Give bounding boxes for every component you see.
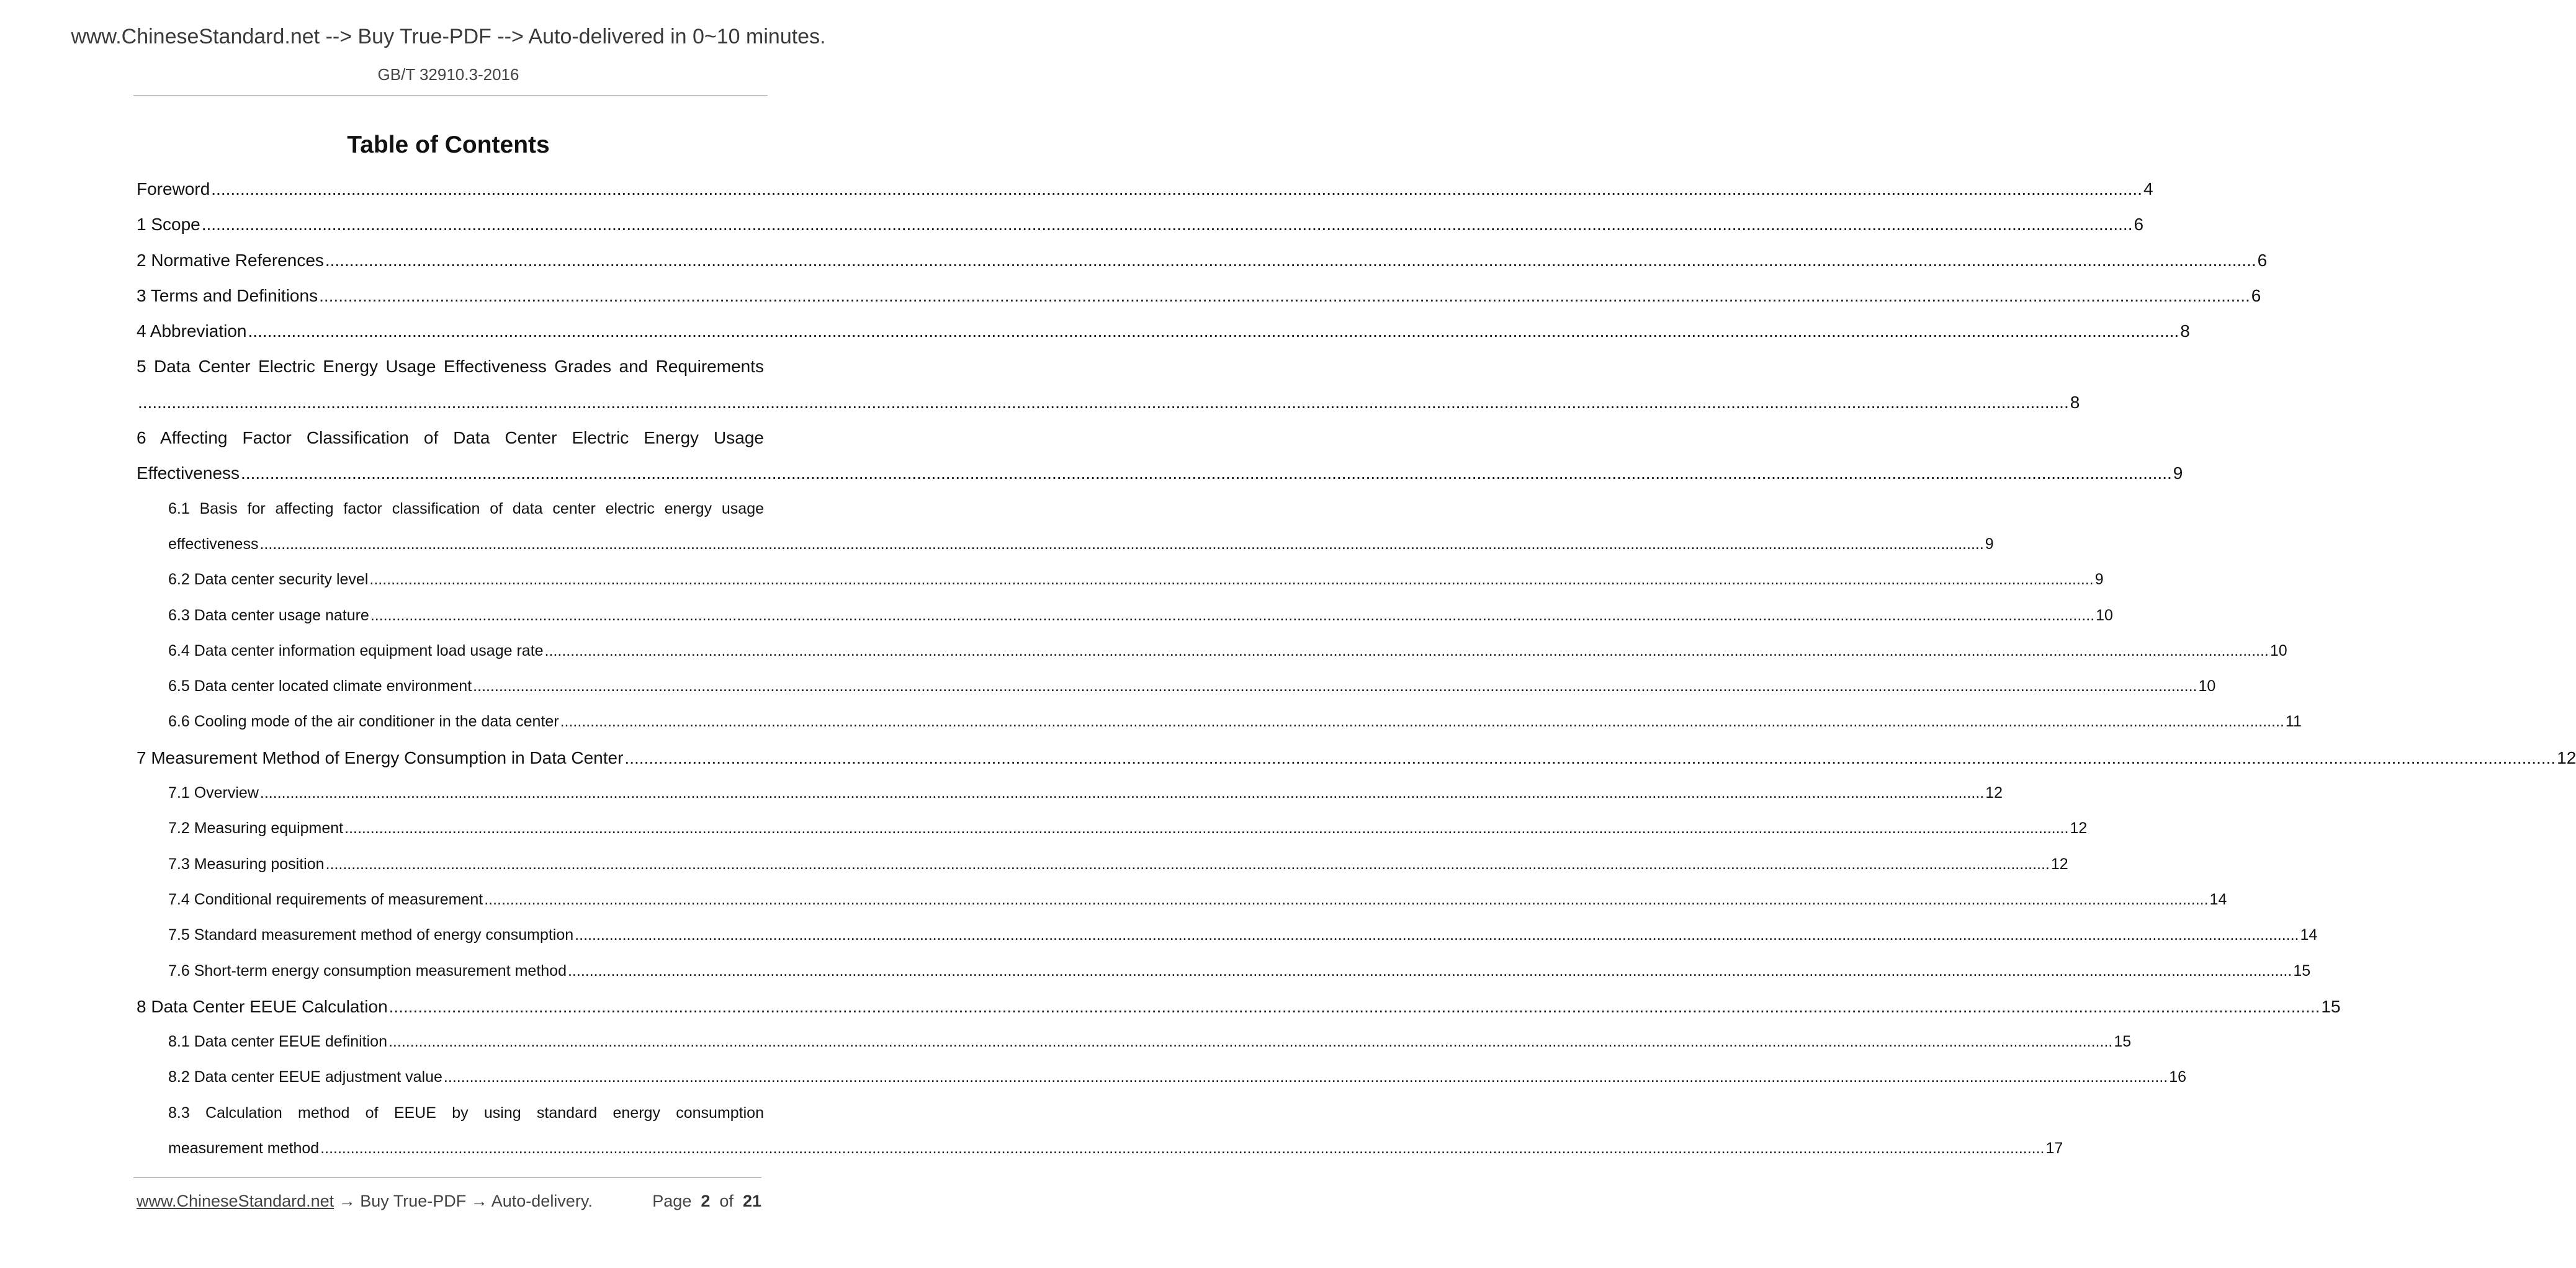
header-divider — [133, 95, 768, 96]
toc-entry[interactable] — [137, 1131, 2063, 1166]
toc-entry[interactable] — [137, 278, 2261, 313]
toc-entry[interactable] — [137, 669, 2216, 704]
toc-entry-page: 11 — [2285, 713, 2302, 731]
toc-entry-page: 12 — [2557, 748, 2576, 767]
toc-entry-page: 10 — [2269, 641, 2287, 659]
toc-leader-dots: ................................................................................................................................................................................................................................................................................................................................................................................................................ — [320, 1140, 2045, 1158]
of-label: of — [719, 1192, 734, 1210]
toc-entry[interactable] — [137, 918, 2318, 953]
toc-entry-page: 16 — [2169, 1068, 2187, 1086]
toc-entry-label: 3 Terms and Definitions — [137, 285, 318, 305]
toc-leader-dots: ................................................................................................................................................................................................................................................................................................................................................................................................................ — [325, 250, 2256, 270]
toc-entry[interactable] — [137, 1024, 2132, 1060]
toc-entry-label: 6.6 Cooling mode of the air conditioner in the data center — [168, 713, 559, 731]
toc-entry-page: 10 — [2198, 677, 2216, 695]
toc-entry-page: 12 — [2050, 855, 2068, 873]
toc-entry[interactable] — [137, 527, 1994, 562]
toc-entry-page: 4 — [2143, 179, 2153, 199]
toc-entry-line[interactable] — [137, 491, 764, 527]
toc-leader-dots: ................................................................................................................................................................................................................................................................................................................................................................................................................ — [567, 962, 2292, 980]
toc-entry-label: 7.4 Conditional requirements of measurement — [168, 890, 483, 908]
total-pages: 21 — [742, 1192, 761, 1210]
toc-entry-label: 7.3 Measuring position — [168, 855, 325, 873]
footer-divider — [133, 1177, 761, 1178]
standard-code: GB/T 32910.3-2016 — [377, 65, 519, 84]
toc-entry[interactable] — [137, 455, 2183, 491]
toc-entry-label: 6.1 Basis for affecting factor classification of data center electric energy usage — [168, 499, 764, 517]
toc-leader-dots: ................................................................................................................................................................................................................................................................................................................................................................................................................ — [319, 285, 2250, 305]
toc-entry-page: 8 — [2070, 392, 2080, 412]
toc-entry-label: Effectiveness — [137, 463, 240, 483]
page-label: Page — [652, 1192, 692, 1210]
toc-entry-label: 7.6 Short-term energy consumption measurement method — [168, 962, 567, 980]
toc-entry[interactable] — [137, 811, 2088, 846]
toc-entry-label: 8 Data Center EEUE Calculation — [137, 996, 388, 1016]
footer-left — [137, 1192, 593, 1211]
toc-entry-label: 4 Abbreviation — [137, 321, 247, 341]
toc-entry-page: 17 — [2045, 1140, 2063, 1158]
page-footer — [137, 1192, 761, 1211]
toc-leader-dots: ................................................................................................................................................................................................................................................................................................................................................................................................................ — [211, 179, 2142, 199]
toc-entry-page: 6 — [2257, 250, 2268, 270]
toc-entry[interactable] — [137, 562, 2104, 597]
toc-entry[interactable] — [137, 989, 2341, 1024]
toc-entry-label: 6.4 Data center information equipment load usage rate — [168, 641, 544, 659]
toc-leader-dots: ................................................................................................................................................................................................................................................................................................................................................................................................................ — [344, 819, 2069, 837]
table-of-contents — [137, 171, 2576, 1166]
toc-leader-dots: ................................................................................................................................................................................................................................................................................................................................................................................................................ — [259, 784, 1985, 802]
current-page: 2 — [701, 1192, 711, 1210]
toc-leader-dots: ................................................................................................................................................................................................................................................................................................................................................................................................................ — [201, 215, 2133, 234]
toc-entry-label: 7.5 Standard measurement method of energy consumption — [168, 926, 574, 944]
toc-entry[interactable] — [137, 243, 2268, 278]
toc-entry-page: 6 — [2134, 215, 2144, 234]
toc-entry-label: 8.2 Data center EEUE adjustment value — [168, 1068, 442, 1086]
toc-entry-label: 1 Scope — [137, 215, 200, 234]
toc-leader-dots: ................................................................................................................................................................................................................................................................................................................................................................................................................ — [575, 926, 2299, 944]
toc-entry-label: 6.2 Data center security level — [168, 571, 369, 589]
toc-entry-page: 10 — [2096, 606, 2113, 624]
toc-entry[interactable] — [137, 313, 2190, 349]
toc-entry-line[interactable] — [137, 1096, 764, 1131]
toc-entry[interactable] — [137, 740, 2576, 775]
page-title: Table of Contents — [347, 132, 550, 158]
toc-entry-page: 15 — [2114, 1033, 2132, 1051]
top-banner: www.ChineseStandard.net --> Buy True-PDF --> Auto-delivered in 0~10 minutes. — [71, 25, 826, 48]
toc-leader-dots: ................................................................................................................................................................................................................................................................................................................................................................................................................ — [138, 392, 2069, 412]
toc-entry-line[interactable] — [137, 349, 764, 384]
toc-entry-label: 8.1 Data center EEUE definition — [168, 1033, 387, 1051]
toc-entry-page: 14 — [2300, 926, 2318, 944]
toc-leader-dots: ................................................................................................................................................................................................................................................................................................................................................................................................................ — [544, 641, 2269, 659]
toc-leader-dots: ................................................................................................................................................................................................................................................................................................................................................................................................................ — [325, 855, 2050, 873]
toc-entry-label: measurement method — [168, 1140, 320, 1158]
toc-entry-label: 2 Normative References — [137, 250, 324, 270]
toc-entry-page: 15 — [2293, 962, 2311, 980]
toc-entry-page: 9 — [2094, 571, 2104, 589]
footer-text: → Buy True-PDF → Auto-delivery. — [334, 1192, 593, 1210]
toc-entry[interactable] — [137, 704, 2302, 739]
toc-entry-page: 15 — [2321, 996, 2341, 1016]
toc-entry-label: 5 Data Center Electric Energy Usage Effectiveness Grades and Requirements — [137, 357, 764, 377]
toc-entry-page: 14 — [2209, 890, 2227, 908]
toc-entry-label: 6 Affecting Factor Classification of Data Center Electric Energy Usage — [137, 428, 764, 448]
toc-entry[interactable] — [137, 598, 2113, 633]
toc-entry[interactable] — [137, 847, 2068, 882]
toc-entry[interactable] — [137, 953, 2311, 989]
toc-leader-dots: ................................................................................................................................................................................................................................................................................................................................................................................................................ — [484, 890, 2209, 908]
toc-entry-page: 12 — [2070, 819, 2088, 837]
toc-entry[interactable] — [137, 207, 2144, 242]
toc-entry-page: 9 — [2173, 463, 2183, 483]
toc-leader-dots: ................................................................................................................................................................................................................................................................................................................................................................................................................ — [370, 606, 2095, 624]
toc-leader-dots: ................................................................................................................................................................................................................................................................................................................................................................................................................ — [369, 571, 2094, 589]
toc-entry-label: 7.1 Overview — [168, 784, 259, 802]
toc-entry-page: 6 — [2251, 285, 2261, 305]
toc-leader-dots: ................................................................................................................................................................................................................................................................................................................................................................................................................ — [248, 321, 2179, 341]
toc-leader-dots: ................................................................................................................................................................................................................................................................................................................................................................................................................ — [473, 677, 2197, 695]
toc-entry[interactable] — [137, 385, 2080, 420]
toc-leader-dots: ................................................................................................................................................................................................................................................................................................................................................................................................................ — [388, 1033, 2113, 1051]
toc-entry[interactable] — [137, 775, 2003, 811]
toc-leader-dots: ................................................................................................................................................................................................................................................................................................................................................................................................................ — [443, 1068, 2168, 1086]
toc-entry-label: 7 Measurement Method of Energy Consumption in Data Center — [137, 748, 624, 767]
toc-entry-page: 8 — [2180, 321, 2190, 341]
toc-leader-dots: ................................................................................................................................................................................................................................................................................................................................................................................................................ — [624, 748, 2556, 767]
toc-entry[interactable] — [137, 882, 2227, 918]
toc-entry-label: 7.2 Measuring equipment — [168, 819, 344, 837]
toc-leader-dots: ................................................................................................................................................................................................................................................................................................................................................................................................................ — [388, 996, 2320, 1016]
toc-entry-page: 9 — [1985, 535, 1994, 553]
toc-leader-dots: ................................................................................................................................................................................................................................................................................................................................................................................................................ — [560, 713, 2284, 731]
toc-entry-line[interactable] — [137, 420, 764, 455]
toc-entry-page: 12 — [1985, 784, 2003, 802]
toc-entry[interactable] — [137, 171, 2153, 207]
toc-entry[interactable] — [137, 633, 2287, 669]
footer-site-link[interactable]: www.ChineseStandard.net — [137, 1192, 334, 1210]
toc-leader-dots: ................................................................................................................................................................................................................................................................................................................................................................................................................ — [241, 463, 2172, 483]
toc-entry-label: effectiveness — [168, 535, 259, 553]
toc-entry-label: 6.5 Data center located climate environment — [168, 677, 472, 695]
toc-entry[interactable] — [137, 1060, 2187, 1095]
toc-entry-label: Foreword — [137, 179, 210, 199]
toc-entry-label: 8.3 Calculation method of EEUE by using standard energy consumption — [168, 1104, 764, 1122]
toc-leader-dots: ................................................................................................................................................................................................................................................................................................................................................................................................................ — [259, 535, 1984, 553]
toc-entry-label: 6.3 Data center usage nature — [168, 606, 369, 624]
page-number — [652, 1192, 761, 1211]
